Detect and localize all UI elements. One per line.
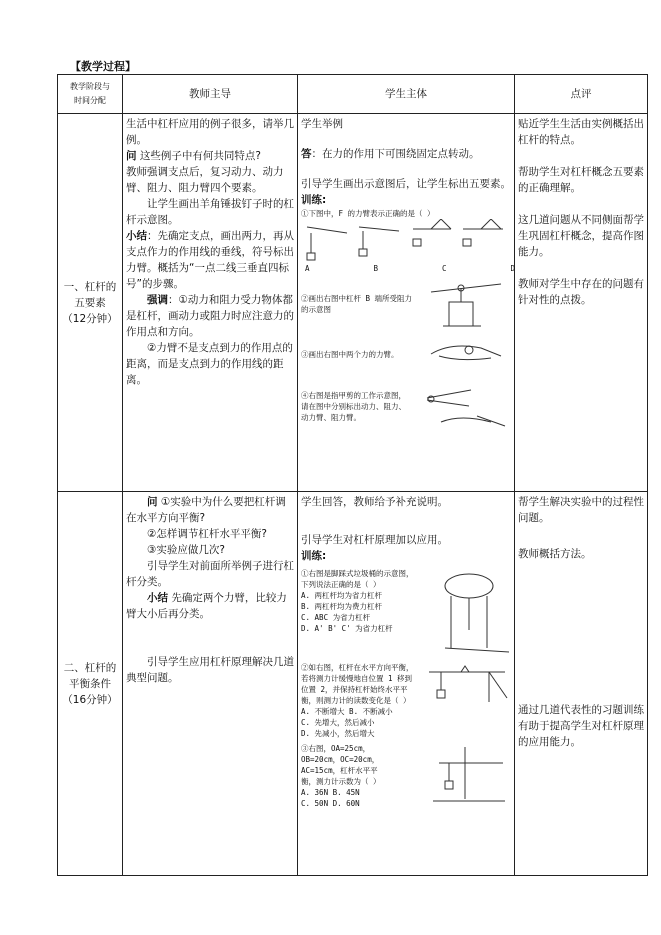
stage-cell-1: 一、杠杆的 五要素 （12分钟） — [58, 114, 123, 492]
two-forces-figure — [421, 334, 511, 374]
lesson-table — [57, 74, 648, 876]
lever-options-figure — [301, 219, 511, 263]
header-teacher: 教师主导 — [123, 75, 298, 114]
comment-cell-2: 帮学生解决实验中的过程性问题。 教师概括方法。 通过几道代表性的习题训练有助于提高学生对杠杆原理的应用能力。 — [515, 492, 648, 876]
trash-can-figure — [425, 568, 511, 658]
section-title: 【教学过程】 — [70, 60, 136, 73]
row-lever-elements — [58, 114, 648, 492]
teacher-cell-2: 问 ①实验中为什么要把杠杆调在水平方向平衡? ②怎样调节杠杆水平平衡? ③实验应做几次? 引导学生对前面所举例子进行杠杆分类。 小结 先确定两个力臂，比较力臂大小后再分类。 引导学生应用杠杆原理解决几道典型问题。 — [123, 492, 298, 876]
tap-lever-figure — [421, 278, 511, 330]
stage-cell-2: 二、杠杆的 平衡条件 （16分钟） — [58, 492, 123, 876]
student-cell-1: 学生举例 答：在力的作用下可围绕固定点转动。 引导学生画出示意图后，让学生标出五要素。 训练: ①下图中，F 的力臂表示正确的是（ ） A B C D ②画出右图中杠杆 B 端所受阻力的示意图 ③画出右图中两个力的力臂。 ④右图是指甲剪的工作示意图，请在图中分别标出动力、阻力、动力臂、阻力臂。 — [298, 114, 515, 492]
row-lever-balance — [58, 492, 648, 876]
student-cell-2: 学生回答，教师给予补充说明。 引导学生对杠杆原理加以应用。 训练: ①右图是脚踩式垃圾桶的示意图，下列说法正确的是（ ） A. 两杠杆均为省力杠杆 B. 两杠杆均为费力杠杆 C. ABC 为省力杠杆 D. A' B' C' 为省力杠杆 ②如右图，杠杆在水平方向平衡，若将测力计缓慢地自位置 1 移到位置 2，并保持杠杆始终水平平衡，则测力计的读数变化是（ ） A. 不断增大 B. 不断减小 C. 先增大，然后减小 D. 先减小，然后增大 ③右图，OA=25cm， OB=20cm，OC=20cm， AC=15cm，杠杆水平平 衡，测力计示数为（ ） A. 36N B. 45N C. 50N D. 60N — [298, 492, 515, 876]
header-comment: 点评 — [515, 75, 648, 114]
spring-scale-figure — [425, 662, 511, 728]
stand-lever-figure — [425, 743, 511, 809]
nail-clipper-figure — [421, 378, 511, 434]
comment-cell-1: 贴近学生生活由实例概括出杠杆的特点。 帮助学生对杠杆概念五要素的正确理解。 这几道问题从不同侧面帮学生巩固杠杆概念，提高作图能力。 教师对学生中存在的问题有针对性的点拨。 — [515, 114, 648, 492]
teacher-cell-1: 生活中杠杆应用的例子很多，请举几例。 问 这些例子中有何共同特点? 教师强调支点后，复习动力、动力臂、阻力、阻力臂四个要素。 让学生画出羊角锤拔钉子时的杠杆示意图。 小结：先确定支点，画出两力，再从支点作力的作用线的垂线，符号标出力臂。概括为“一点二线三垂直四标号”的步骤。 强调：①动力和阻力受力物体都是杠杆，画动力或阻力时应注意力的作用点和方向。 ②力臂不是支点到力的作用点的距离，而是支点到力的作用线的距离。 — [123, 114, 298, 492]
header-row — [58, 75, 648, 114]
header-student: 学生主体 — [298, 75, 515, 114]
header-stage: 教学阶段与 时间分配 — [58, 75, 123, 114]
